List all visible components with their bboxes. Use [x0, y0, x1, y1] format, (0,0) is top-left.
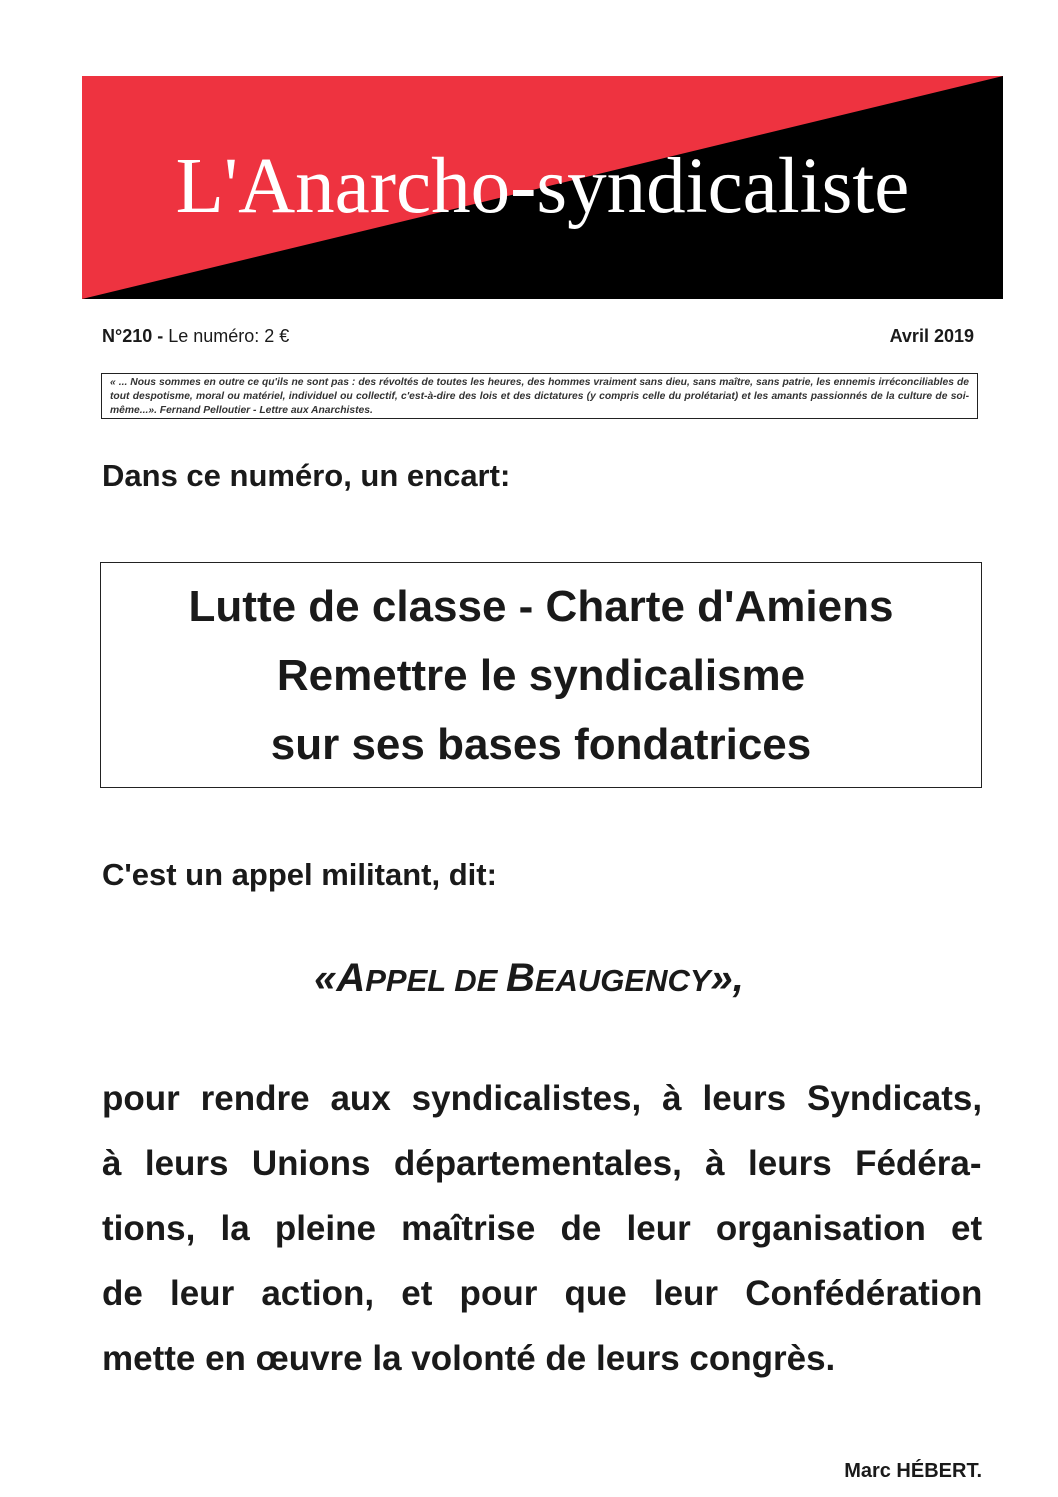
body-line: mette en œuvre la volonté de leurs congrès. [102, 1339, 836, 1378]
issue-price: Le numéro: 2 € [168, 326, 290, 346]
issue-info [102, 326, 289, 347]
encart-line: Lutte de classe - Charte d'Amiens [188, 582, 894, 631]
pelloutier-quote-box [101, 373, 978, 419]
issue-number: N°210 [102, 326, 153, 346]
appel-word-rest: PPEL [365, 963, 446, 998]
appeal-body [102, 1066, 982, 1391]
issue-separator: - [152, 326, 169, 346]
appel-title [0, 956, 1058, 1001]
body-line: tions, la pleine maîtrise de leur organisation et [102, 1209, 983, 1248]
body-line: pour rendre aux syndicalistes, à leurs Syndicats, [102, 1079, 983, 1118]
issue-date: Avril 2019 [889, 326, 974, 346]
body-line: de leur action, et pour que leur Confédération [102, 1274, 983, 1313]
appel-word-de: DE [445, 963, 506, 998]
body-line: à leurs Unions départementales, à leurs Fédéra- [102, 1144, 982, 1183]
encart-box [100, 562, 982, 788]
newspaper-title: L'Anarcho-syndicaliste [175, 143, 910, 230]
encart-heading: Dans ce numéro, un encart: [102, 458, 511, 493]
encart-line: sur ses bases fondatrices [270, 720, 812, 769]
author-signature: Marc HÉBERT. [844, 1460, 982, 1482]
pelloutier-quote-text: « ... Nous sommes en outre ce qu'ils ne sont pas : des révoltés de toutes les heures, des hommes vraiment sans dieu, sans maître, sans patrie, les ennemis irréconciliables de tout despotisme, moral ou matériel, individuel ou collectif, c'est-à-dire des lois et des dictatures (y compris celle du prolétariat) et les amants passionnés de la culture de soi-même...». Fernand Pelloutier - Lettre aux Anarchistes. [110, 377, 969, 416]
appel-close-quote: », [710, 956, 744, 1000]
appel-open-quote: « [314, 956, 337, 1000]
appel-word-rest: EAUGENCY [534, 963, 711, 998]
appeal-heading: C'est un appel militant, dit: [102, 857, 497, 892]
encart-line: Remettre le syndicalisme [276, 651, 806, 700]
masthead-banner [82, 76, 1003, 299]
appel-word-cap: B [505, 956, 535, 1000]
appel-word-cap: A [336, 956, 366, 1000]
